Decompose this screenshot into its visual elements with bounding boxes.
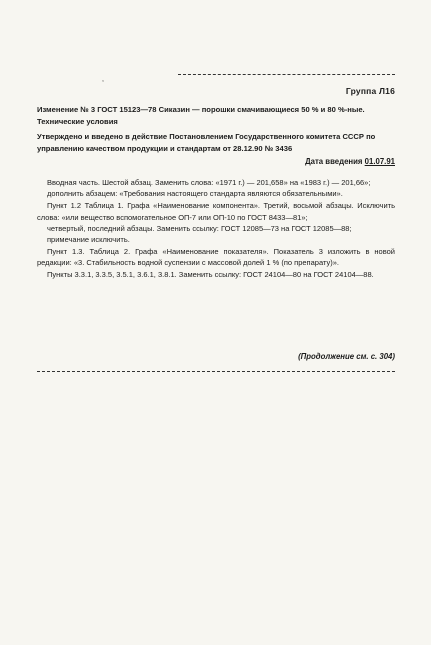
group-code: Группа Л16 <box>345 86 395 96</box>
continuation-note: (Продолжение см. с. 304) <box>298 352 395 361</box>
bottom-rule <box>37 371 395 372</box>
body-paragraph: примечание исключить. <box>47 235 130 245</box>
amendment-body <box>37 177 395 280</box>
body-paragraph: четвертый, последний абзацы. Заменить ссылку: ГОСТ 12085—73 на ГОСТ 12085—88; <box>47 223 352 233</box>
body-paragraph: Вводная часть. Шестой абзац. Заменить слова: «1971 г.) — 201,658» на «1983 г.) — 201,66»; <box>47 178 371 187</box>
body-paragraph: дополнить абзацем: «Требования настоящего стандарта являются обязательными». <box>47 189 343 199</box>
margin-mark: , <box>102 76 104 83</box>
effective-date <box>305 157 395 166</box>
body-paragraph: Пункт 1.2 Таблица 1. Графа «Наименование компонента». Третий, восьмой абзацы. Исключить слова: «или вещество вспомогательное ОП-7 или ОП-10 по ГОСТ 8433—81»; <box>37 201 395 222</box>
top-rule <box>178 74 395 75</box>
body-paragraph: Пункты 3.3.1, 3.3.5, 3.5.1, 3.6.1, 3.8.1. Заменить ссылку: ГОСТ 24104—80 на ГОСТ 24104—88. <box>47 269 374 279</box>
approval-statement: Утверждено и введено в действие Постановлением Государственного комитета СССР по управлению качеством продукции и стандартам от 28.12.90 № 3436 <box>37 132 376 153</box>
amendment-title: Изменение № 3 ГОСТ 15123—78 Сиказин — порошки смачивающиеся 50 % и 80 %-ные. Технические условия <box>37 105 365 126</box>
body-paragraph: Пункт 1.3. Таблица 2. Графа «Наименование показателя». Показатель 3 изложить в новой редакции: «3. Стабильность водной суспензии с массовой долей 1 % (по препарату)». <box>37 247 395 268</box>
effective-date-value: 01.07.91 <box>364 157 395 166</box>
effective-date-label: Дата введения <box>305 157 363 166</box>
